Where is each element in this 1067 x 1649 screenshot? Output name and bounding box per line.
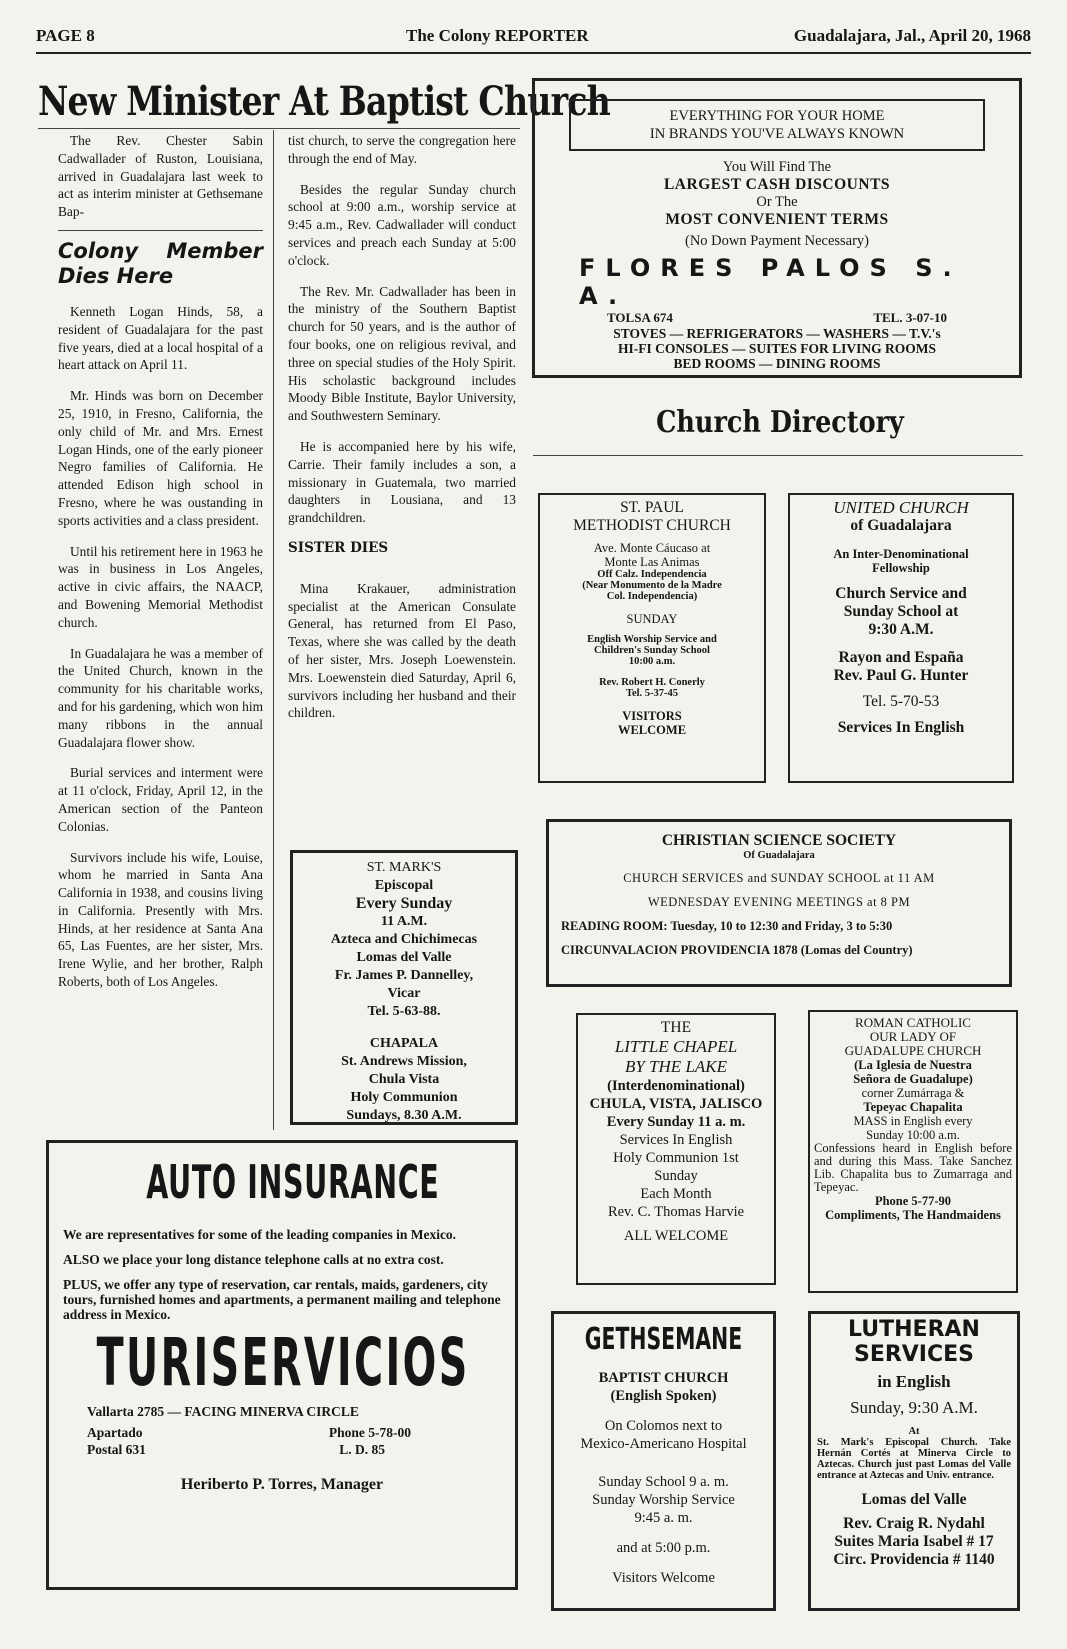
listing-line: Holy Communion 1st [613,1150,739,1166]
ad-line: Azteca and Chichimecas [330,932,478,947]
listing-line: Tel. 5-37-45 [625,688,679,699]
apartado-label: Apartado [87,1425,143,1440]
store-address: TOLSA 674 [607,310,673,325]
lutheran-listing [808,1311,1020,1611]
listing-line: CHURCH SERVICES and SUNDAY SCHOOL at 11 AM [623,871,935,885]
divider [58,230,263,231]
listing-line: CIRCUNVALACION PROVIDENCIA 1878 (Lomas del Country) [561,943,913,957]
listing-line: (Near Monumento de la Madre [582,580,722,591]
column-1 [58,132,263,1004]
auto-title: AUTO INSURANCE [146,1155,440,1209]
listing-line: Señora de Guadalupe) [853,1072,973,1086]
ad-line: EVERYTHING FOR YOUR HOME [669,108,885,124]
ad-line: LARGEST CASH DISCOUNTS [663,176,891,193]
article-paragraph: He is accompanied here by his wife, Carrie. Their family includes a son, a missionary in Guatemala, two married daughters in Lousiana, and 13 grandchildren. [288,438,516,526]
ad-line: Every Sunday [355,895,453,912]
flores-palos-ad [532,78,1022,378]
listing-line: St. Mark's Episcopal Church. Take Hernán Cortés at Minerva Circle to Aztecas. Church just past Lomas del Valle entrance at Aztecas and Univ. entrance. [817,1437,1011,1481]
listing-line: SUNDAY [626,612,678,626]
listing-line: Fellowship [872,561,930,575]
ad-line: Tel. 5-63-88. [367,1004,441,1019]
listing-line: Rev. C. Thomas Harvie [607,1204,745,1220]
listing-line: Ave. Monte Cáucaso at [593,541,711,555]
ad-line: Vicar [387,986,421,1001]
ad-line: Lomas del Valle [356,950,452,965]
catholic-listing [808,1010,1018,1293]
listing-line: 10:00 a.m. [628,656,676,667]
page-header [36,26,1031,48]
listing-line: Rayon and España [838,649,964,666]
headline-rule [38,128,520,129]
church-directory-title: Church Directory [656,405,904,440]
listing-line: Sunday [654,1168,698,1184]
listing-line: On Colomos next to [604,1418,723,1434]
listing-line: READING ROOM: Tuesday, 10 to 12:30 and Friday, 3 to 5:30 [561,919,893,933]
article-paragraph: The Rev. Chester Sabin Cadwallader of Ruston, Louisiana, arrived in Guadalajara last week to act as interim minister at Gethsemane Bap- [58,133,263,220]
ad-line: 11 A.M. [380,914,428,929]
sister-paragraph: Mina Krakauer, administration specialist at the American Consulate General, has returned from El Paso, Texas, where she was called by the death of her sister, Mrs. Joseph Loewenstein. Mrs. Loewenstein died Saturday, April 6, survivors including her husband and their children. [288,580,516,721]
listing-line: Tepeyac Chapalita [863,1100,963,1114]
listing-line: LITTLE CHAPEL [614,1037,738,1056]
listing-line: in English [877,1372,951,1391]
christian-science-listing [546,819,1012,987]
ad-address: Vallarta 2785 — FACING MINERVA CIRCLE [87,1404,359,1419]
listing-line: English Worship Service and [587,634,717,645]
listing-line: BAPTIST CHURCH [598,1370,729,1386]
listing-line: METHODIST CHURCH [573,517,731,534]
listing-line: ST. PAUL [620,499,684,516]
contact-row [63,1420,501,1441]
obit-paragraph: Until his retirement here in 1963 he was in business in Los Angeles, active in civic affairs, the NAACP, and Bowening Memorial Methodist church. [58,543,263,630]
listing-line: Rev. Craig R. Nydahl [843,1515,985,1532]
listing-line: ROMAN CATHOLIC [855,1015,971,1030]
listing-line: Tel. 5-70-53 [862,693,940,710]
header-rule [36,52,1031,54]
listing-line: WELCOME [617,723,687,737]
ad-line: (No Down Payment Necessary) [684,233,870,249]
listing-line: Sunday, 9:30 A.M. [850,1398,978,1417]
article-paragraph: tist church, to serve the congregation here through the end of May. [288,133,516,166]
listing-line: Circ. Providencia # 1140 [833,1551,995,1568]
ad-line: BED ROOMS — DINING ROOMS [673,356,881,371]
listing-line: of Guadalajara [850,517,952,534]
listing-line: SERVICES [853,1342,975,1367]
ad-line: IN BRANDS YOU'VE ALWAYS KNOWN [649,126,905,142]
ad-paragraph: PLUS, we offer any type of reservation, car rentals, maids, gardeners, city tours, furnished homes and apartments, a permanent mailing and telephone address in Mexico. [63,1277,501,1322]
listing-line: Suites Maria Isabel # 17 [834,1533,994,1550]
ad-line: Chula Vista [368,1072,440,1087]
store-name: FLORES PALOS S. A. [579,254,962,310]
listing-line: Monte Las Animas [604,555,700,569]
listing-line: Confessions heard in English before and during this Mass. Take Sanchez Lib. Chapalita bus to Zumarraga and Tepeyac. [814,1141,1012,1194]
dateline: Guadalajara, Jal., April 20, 1968 [793,26,1031,45]
listing-line: Col. Independencia) [606,591,698,602]
listing-line: ALL WELCOME [623,1228,729,1244]
listing-line: VISITORS [622,709,682,723]
ad-line: HI-FI CONSOLES — SUITES FOR LIVING ROOMS [617,341,937,356]
listing-line: Sunday Worship Service [592,1492,735,1508]
listing-line: 9:45 a. m. [634,1510,693,1526]
ad-line: CHAPALA [369,1036,439,1051]
paper-name: The Colony REPORTER [406,26,589,45]
brand-name: TURISERVICIOS [96,1324,470,1401]
ld-number: L. D. 85 [339,1442,385,1457]
listing-line: LUTHERAN [848,1317,980,1342]
listing-line: MASS in English every [853,1114,973,1128]
listing-line: Each Month [640,1186,712,1202]
listing-line: Rev. Robert H. Conerly [599,677,705,688]
listing-line: GUADALUPE CHURCH [844,1043,982,1058]
postal-label: Postal 631 [87,1442,146,1457]
auto-insurance-ad [46,1140,518,1590]
listing-line: (La Iglesia de Nuestra [854,1058,972,1072]
listing-line: corner Zumárraga & [861,1086,965,1100]
listing-line: Church Service and [835,585,967,602]
listing-line: Phone 5-77-90 [874,1194,952,1208]
sister-headline: SISTER DIES [288,539,389,556]
article-paragraph: The Rev. Mr. Cadwallader has been in the ministry of the Southern Baptist church for 50 years, and is the author of four books, one on religious revival, and three on special studies of the Holy Spirit. His scholastic background includes Moody Bible Institute, Baylor University, and Southwestern Seminary. [288,283,516,424]
listing-line: and at 5:00 p.m. [616,1540,711,1556]
st-marks-ad [290,850,518,1125]
listing-line: Sunday 10:00 a.m. [866,1128,960,1142]
ad-line: MOST CONVENIENT TERMS [665,211,889,228]
listing-line: Visitors Welcome [612,1570,715,1586]
listing-line: Of Guadalajara [743,850,815,861]
obit-paragraph: Kenneth Logan Hinds, 58, a resident of Guadalajara for the past five years, died at a local hospital of a heart attack on April 11. [58,303,263,373]
listing-line: 9:30 A.M. [868,621,934,638]
article-paragraph: Besides the regular Sunday church school at 9:00 a.m., worship service at 9:45 a.m., Rev. Cadwallader will conduct services and preach each Sunday at 5:00 o'clock. [288,181,516,268]
ad-line: STOVES — REFRIGERATORS — WASHERS — T.V.'s [613,326,941,341]
listing-line: Mexico-Americano Hospital [580,1436,747,1452]
listing-line: Services In English [619,1132,733,1148]
listing-line: Sunday School 9 a. m. [598,1474,729,1490]
listing-line: BY THE LAKE [624,1057,728,1076]
ad-line: Or The [756,194,798,210]
ad-line: Fr. James P. Dannelley, [334,968,474,983]
ad-line: You Will Find The [722,159,832,175]
little-chapel-listing [576,1013,776,1285]
listing-line: THE [660,1019,692,1036]
ad-line: ST. MARK'S [366,860,442,875]
listing-line: OUR LADY OF [869,1029,957,1044]
listing-line: Off Calz. Independencia [597,569,707,580]
store-phone: TEL. 3-07-10 [873,310,947,325]
obit-paragraph: Mr. Hinds was born on December 25, 1910, in Fresno, California, the only child of Mr. and Mrs. Ernest Logan Hinds, one of the early pioneer Negro families of California. He attended Edison high school in Fresno, where he was oustanding in sports activities and a class president. [58,388,263,528]
phone-number: Phone 5-78-00 [328,1425,411,1440]
listing-line: Services In English [837,719,965,736]
united-church-listing [788,493,1014,783]
listing-line: Every Sunday 11 a. m. [606,1114,746,1130]
column-rule [273,130,274,1130]
manager-name: Heriberto P. Torres, Manager [180,1476,384,1493]
article-headline: New Minister At Baptist Church [38,78,610,125]
obit-paragraph: Survivors include his wife, Louise, whom he married in Santa Ana California in 1938, and cousins living in California. Presently with Mrs. Hinds, at her residence at Santa Ana 65, Las Fuentes, are her sister, Mrs. Irene Wylie, and her brother, Ralph Roberts, both of Los Angeles. [58,849,263,990]
obit-paragraph: Burial services and interment were at 11 o'clock, Friday, April 12, in the American section of the Panteon Colonias. [58,765,263,834]
ad-line: Sundays, 8.30 A.M. [346,1108,462,1123]
listing-line: (English Spoken) [610,1388,717,1404]
ad-line: St. Andrews Mission, [341,1054,467,1069]
listing-line: Lomas del Valle [861,1491,967,1508]
listing-line: Compliments, The Handmaidens [825,1208,1001,1222]
ad-line: Episcopal [374,878,434,893]
st-paul-listing [538,493,766,783]
listing-line: Children's Sunday School [594,645,710,656]
obit-paragraph: In Guadalajara he was a member of the United Church, known in the community for his charitable works, and for his gardening, which won him many ribbons in the annual Guadalajara flower show. [58,645,263,750]
page-number: PAGE 8 [36,26,95,45]
contact-row [63,1441,501,1458]
listing-line: CHULA, VISTA, JALISCO [589,1096,763,1112]
listing-line: An Inter-Denominational [833,547,969,561]
listing-line: UNITED CHURCH [833,498,969,517]
listing-line: Rev. Paul G. Hunter [833,667,969,684]
column-2 [288,132,516,735]
address-row [555,310,999,326]
listing-line: (Interdenominational) [607,1078,745,1094]
directory-rule [533,455,1023,456]
ad-paragraph: ALSO we place your long distance telephone calls at no extra cost. [63,1252,444,1267]
listing-line: At [908,1426,920,1437]
listing-line: GETHSEMANE [584,1322,743,1357]
listing-line: Sunday School at [843,603,959,620]
gethsemane-listing [551,1311,776,1611]
listing-line: CHRISTIAN SCIENCE SOCIETY [661,832,897,849]
listing-line: WEDNESDAY EVENING MEETINGS at 8 PM [647,895,911,909]
obit-headline: Colony Member Dies Here [58,238,263,288]
ad-line: Holy Communion [350,1090,458,1105]
ad-paragraph: We are representatives for some of the leading companies in Mexico. [63,1227,457,1242]
ad-inner-box [569,99,985,151]
